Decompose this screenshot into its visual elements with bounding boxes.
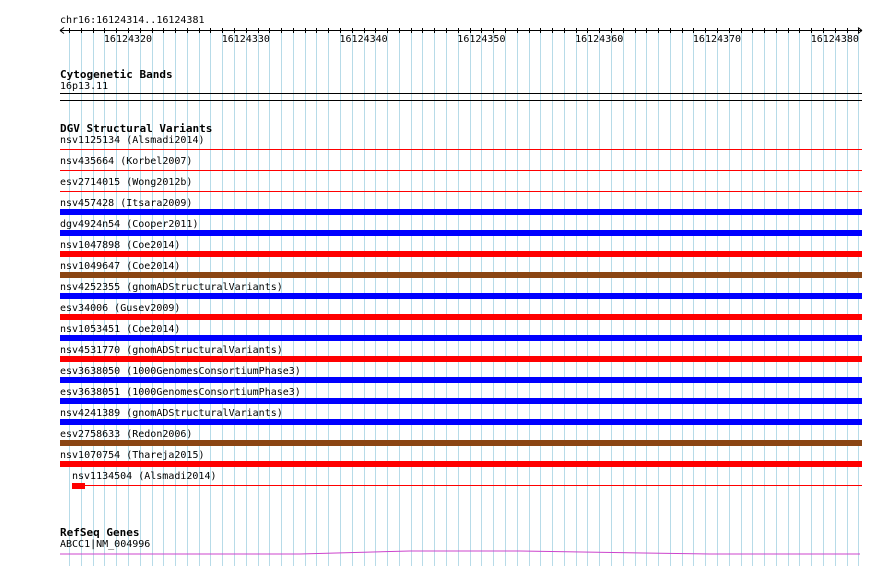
track-divider [60,100,862,101]
variant-feature[interactable] [60,314,862,320]
ruler-tick-label: 16124350 [457,34,506,45]
refseq-track-title[interactable]: RefSeq Genes [60,526,140,539]
cytoband-label: 16p13.11 [60,81,109,92]
variant-feature[interactable] [72,483,85,489]
variant-label[interactable]: nsv457428 (Itsara2009) [60,198,193,209]
variant-label[interactable]: esv34006 (Gusev2009) [60,303,181,314]
variant-label[interactable]: nsv435664 (Korbel2007) [60,156,193,167]
variant-label[interactable]: dgv4924n54 (Cooper2011) [60,219,199,230]
ruler-tick-label: 16124330 [221,34,270,45]
gene-model[interactable] [0,546,890,558]
variant-feature[interactable] [60,209,862,215]
variant-label[interactable]: nsv1070754 (Thareja2015) [60,450,205,461]
variant-feature[interactable] [60,272,862,278]
variant-label[interactable]: esv2758633 (Redon2006) [60,429,193,440]
cytoband-band[interactable] [60,93,862,94]
variant-label[interactable]: nsv4531770 (gnomADStructuralVariants) [60,345,283,356]
variant-feature[interactable] [60,461,862,467]
variant-label[interactable]: nsv1047898 (Coe2014) [60,240,181,251]
variant-extent-line [72,485,862,486]
variant-label[interactable]: esv3638050 (1000GenomesConsortiumPhase3) [60,366,301,377]
variant-feature[interactable] [60,398,862,404]
dgv-track-title[interactable]: DGV Structural Variants [60,122,213,135]
variant-label[interactable]: nsv1049647 (Coe2014) [60,261,181,272]
variant-feature[interactable] [60,377,862,383]
variant-feature[interactable] [60,419,862,425]
ruler-tick-label: 16124360 [575,34,624,45]
gene-feature[interactable] [60,551,860,554]
variant-feature[interactable] [60,170,862,171]
location-label: chr16:16124314..16124381 [60,15,205,26]
ruler-tick-label: 16124380 [810,34,859,45]
variant-label[interactable]: nsv1134504 (Alsmadi2014) [72,471,217,482]
variant-feature[interactable] [60,149,862,150]
variant-label[interactable]: nsv4252355 (gnomADStructuralVariants) [60,282,283,293]
ruler-tick-label: 16124370 [692,34,742,45]
variant-feature[interactable] [60,356,862,362]
variant-feature[interactable] [60,335,862,341]
gene-label[interactable]: ABCC1|NM_004996 [60,539,151,550]
ruler-tick-label: 16124340 [339,34,388,45]
variant-feature[interactable] [60,191,862,192]
variant-label[interactable]: esv2714015 (Wong2012b) [60,177,193,188]
variant-feature[interactable] [60,293,862,299]
variant-label[interactable]: esv3638051 (1000GenomesConsortiumPhase3) [60,387,301,398]
variant-feature[interactable] [60,440,862,446]
variant-label[interactable]: nsv1053451 (Coe2014) [60,324,181,335]
variant-feature[interactable] [60,230,862,236]
variant-label[interactable]: nsv1125134 (Alsmadi2014) [60,135,205,146]
variant-label[interactable]: nsv4241389 (gnomADStructuralVariants) [60,408,283,419]
cytoband-track-title[interactable]: Cytogenetic Bands [60,68,173,81]
ruler-tick-label: 16124320 [103,34,153,45]
variant-feature[interactable] [60,251,862,257]
